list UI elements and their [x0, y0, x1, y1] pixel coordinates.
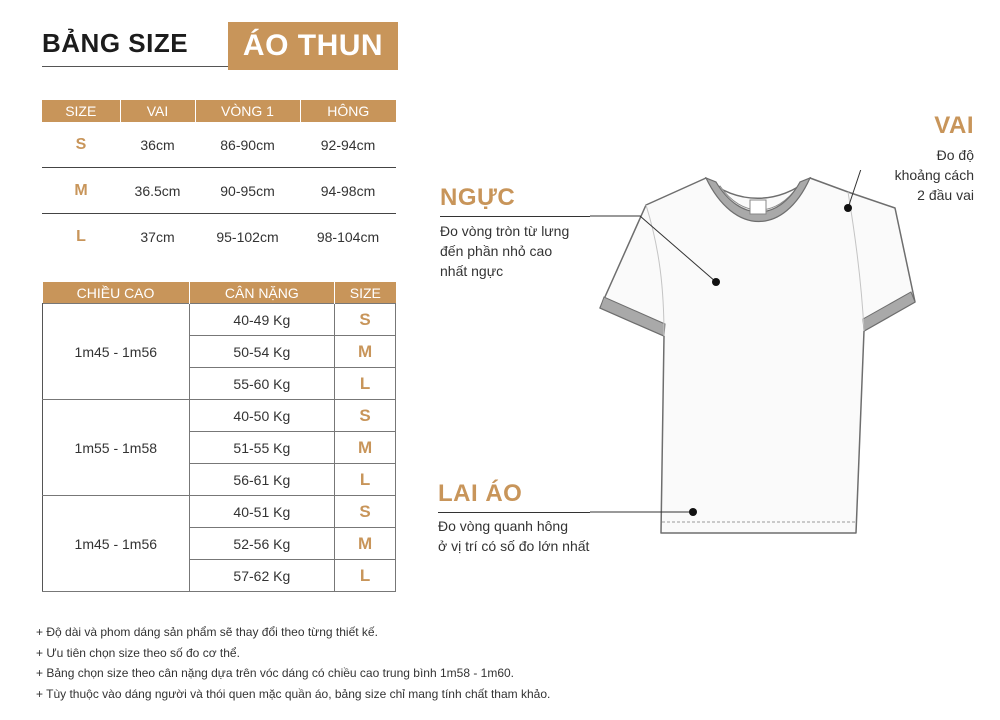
- lai-label-desc: [438, 516, 589, 556]
- note-line: + Bảng chọn size theo cân nặng dựa trên vóc dáng có chiều cao trung bình 1m58 - 1m60.: [36, 666, 515, 680]
- size-cell: S: [42, 122, 120, 168]
- size-cell: M: [335, 432, 396, 464]
- title-badge: ÁO THUN: [228, 22, 398, 70]
- nguc-desc-line: nhất ngực: [440, 263, 504, 279]
- table-row: [43, 400, 396, 432]
- size-cell: S: [335, 400, 396, 432]
- title-underline: [42, 66, 230, 67]
- nguc-label-desc: [440, 221, 569, 281]
- height-cell: 1m55 - 1m58: [43, 400, 190, 496]
- height-cell: 1m45 - 1m56: [43, 496, 190, 592]
- size-cell: L: [76, 227, 86, 245]
- weight-table-header: [43, 282, 396, 304]
- size-table-header-cell: VAI: [120, 100, 195, 122]
- hong-cell: 92-94cm: [300, 122, 396, 168]
- weight-table-header-cell: CÂN NẶNG: [189, 282, 335, 304]
- size-table-header-cell: VÒNG 1: [195, 100, 300, 122]
- table-row: [43, 304, 396, 336]
- weight-cell: 51-55 Kg: [189, 432, 335, 464]
- vai-cell: 36.5cm: [120, 168, 195, 214]
- nguc-desc-line: đến phần nhỏ cao: [440, 243, 553, 259]
- tshirt-label: [750, 200, 766, 214]
- weight-cell: 52-56 Kg: [189, 528, 335, 560]
- size-cell: S: [335, 496, 396, 528]
- notes: [36, 622, 550, 704]
- tshirt-body: [600, 178, 915, 533]
- lai-marker-dot: [689, 508, 697, 516]
- size-cell: S: [335, 304, 396, 336]
- nguc-marker-dot: [712, 278, 720, 286]
- weight-table-header-cell: CHIỀU CAO: [43, 282, 190, 304]
- page-title: BẢNG SIZE: [42, 28, 189, 58]
- weight-cell: 50-54 Kg: [189, 336, 335, 368]
- table-row: [42, 168, 396, 214]
- weight-table-header-cell: SIZE: [335, 282, 396, 304]
- vai-cell: 37cm: [140, 228, 175, 245]
- weight-cell: 40-50 Kg: [189, 400, 335, 432]
- vai-desc-line: 2 đầu vai: [917, 187, 974, 203]
- weight-cell: 40-49 Kg: [189, 304, 335, 336]
- vong1-cell: 95-102cm: [216, 228, 279, 245]
- vai-cell: 36cm: [120, 122, 195, 168]
- nguc-desc-line: Đo vòng tròn từ lưng: [440, 223, 570, 239]
- weight-table: [42, 282, 396, 592]
- lai-desc-line: ở vị trí có số đo lớn nhất: [438, 538, 590, 554]
- weight-cell: 55-60 Kg: [189, 368, 335, 400]
- size-cell: M: [42, 168, 120, 214]
- nguc-leader-extension: [440, 216, 590, 217]
- table-row: [42, 214, 396, 260]
- size-cell: M: [335, 336, 396, 368]
- note-line: + Độ dài và phom dáng sản phẩm sẽ thay đổi theo từng thiết kế.: [36, 625, 378, 639]
- lai-desc-line: Đo vòng quanh hông: [438, 518, 568, 534]
- vai-label-desc: [840, 145, 974, 205]
- hong-cell: 98-104cm: [316, 228, 380, 245]
- size-table: [42, 100, 396, 259]
- hong-cell: 94-98cm: [300, 168, 396, 214]
- size-cell: M: [335, 528, 396, 560]
- size-cell: L: [335, 464, 396, 496]
- size-table-header-cell: HÔNG: [300, 100, 396, 122]
- height-cell: 1m45 - 1m56: [43, 304, 190, 400]
- lai-leader-extension: [438, 512, 590, 513]
- size-table-header: [42, 100, 396, 122]
- size-table-header-cell: SIZE: [42, 100, 120, 122]
- note-line: + Ưu tiên chọn size theo số đo cơ thể.: [36, 645, 240, 660]
- vai-desc-line: khoảng cách: [894, 167, 974, 183]
- size-cell: L: [335, 560, 396, 592]
- lai-label-title: LAI ÁO: [438, 480, 523, 507]
- weight-cell: 56-61 Kg: [189, 464, 335, 496]
- note-line: + Tùy thuộc vào dáng người và thói quen mặc quần áo, bảng size chỉ mang tính chất tham khảo.: [36, 686, 551, 701]
- vong1-cell: 86-90cm: [195, 122, 300, 168]
- vong1-cell: 90-95cm: [195, 168, 300, 214]
- weight-cell: 57-62 Kg: [189, 560, 335, 592]
- weight-cell: 40-51 Kg: [189, 496, 335, 528]
- tshirt-illustration: [590, 170, 930, 540]
- vai-label-title: VAI: [934, 112, 974, 139]
- size-cell: L: [335, 368, 396, 400]
- table-row: [43, 496, 396, 528]
- nguc-label-title: NGỰC: [440, 184, 516, 211]
- vai-marker-dot: [844, 204, 852, 212]
- vai-desc-line: Đo độ: [936, 147, 974, 163]
- table-row: [42, 122, 396, 168]
